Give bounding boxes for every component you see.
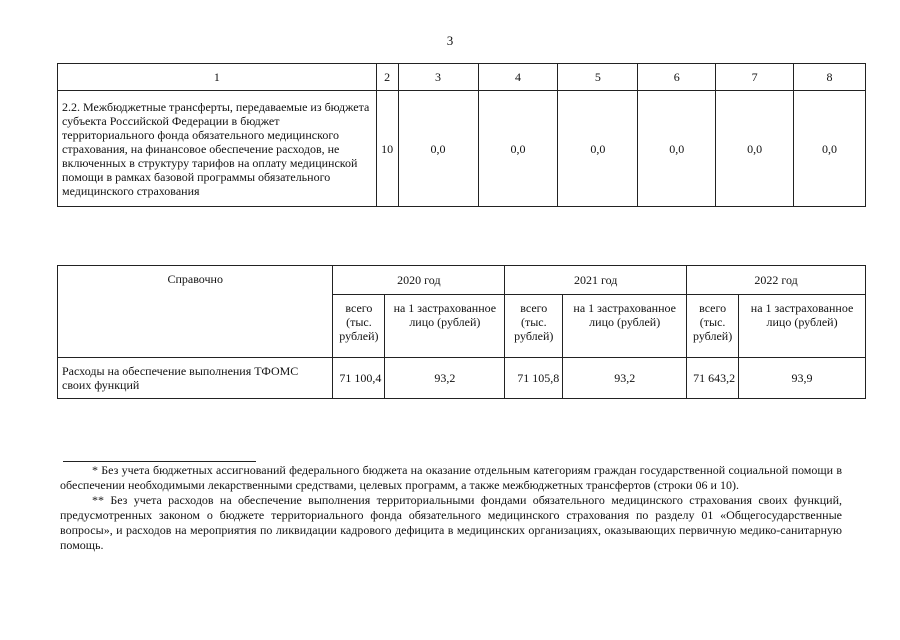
footnote-1: * Без учета бюджетных ассигнований федерального бюджета на оказание отдельным категориям граждан государственной социальной помощи в обеспечении необходимыми лекарственными средствами, целевых программ, а также межбюджетных трансфертов (строки 06 и 10). [60,463,842,492]
subheader-per-insured: на 1 застрахованное лицо (рублей) [563,295,687,358]
subheader-total: всего (тыс. рублей) [687,295,739,358]
page-number: 3 [446,33,454,48]
table-cell: 71 105,8 [505,358,563,399]
table-cell: 93,2 [385,358,505,399]
year-header-2021: 2021 год [505,266,687,295]
column-header: 6 [638,64,716,91]
table-cell: 0,0 [478,91,558,207]
table-row [58,91,866,207]
table-cell: 93,2 [563,358,687,399]
column-header: 4 [478,64,558,91]
row-description: 2.2. Межбюджетные трансферты, передаваемые из бюджета субъекта Российской Федерации в бюджет территориального фонда обязательного медицинского страхования, на финансовое обеспечение расходов, не включенных в структуру тарифов на оплату медицинской помощи в рамках базовой программы обязательного медицинского страхования [58,91,377,207]
subheader-per-insured: на 1 застрахованное лицо (рублей) [385,295,505,358]
table-cell: 0,0 [794,91,866,207]
table-cell: 71 643,2 [687,358,739,399]
column-header: 7 [716,64,794,91]
table-cell: 0,0 [558,91,638,207]
subheader-total: всего (тыс. рублей) [333,295,385,358]
row-line-number: 10 [376,91,398,207]
reference-table [57,265,866,399]
column-header: 8 [794,64,866,91]
column-header: 1 [58,64,377,91]
table-cell: 93,9 [739,358,866,399]
reference-label-header: Справочно [58,266,333,358]
table-cell: 71 100,4 [333,358,385,399]
column-header: 3 [398,64,478,91]
footnote-divider [63,461,256,462]
column-header: 2 [376,64,398,91]
year-header-2022: 2022 год [687,266,866,295]
subheader-per-insured: на 1 застрахованное лицо (рублей) [739,295,866,358]
table-row [58,358,866,399]
table-cell: 0,0 [398,91,478,207]
transfers-table [57,63,866,207]
footnote-2: ** Без учета расходов на обеспечение выполнения территориальными фондами обязательного медицинского страхования своих функций, предусмотренных законом о бюджете территориального фонда обязательного медицинского страхования по разделу 01 «Общегосударственные вопросы», и расходов на мероприятия по ликвидации кадрового дефицита в медицинских организациях, оказывающих первичную медико-санитарную помощь. [60,493,842,552]
table-header-row [58,64,866,91]
column-header: 5 [558,64,638,91]
footnotes [60,463,842,553]
year-header-row [58,266,866,295]
year-header-2020: 2020 год [333,266,505,295]
table-cell: 0,0 [638,91,716,207]
table-cell: 0,0 [716,91,794,207]
row-label: Расходы на обеспечение выполнения ТФОМС своих функций [58,358,333,399]
subheader-total: всего (тыс. рублей) [505,295,563,358]
